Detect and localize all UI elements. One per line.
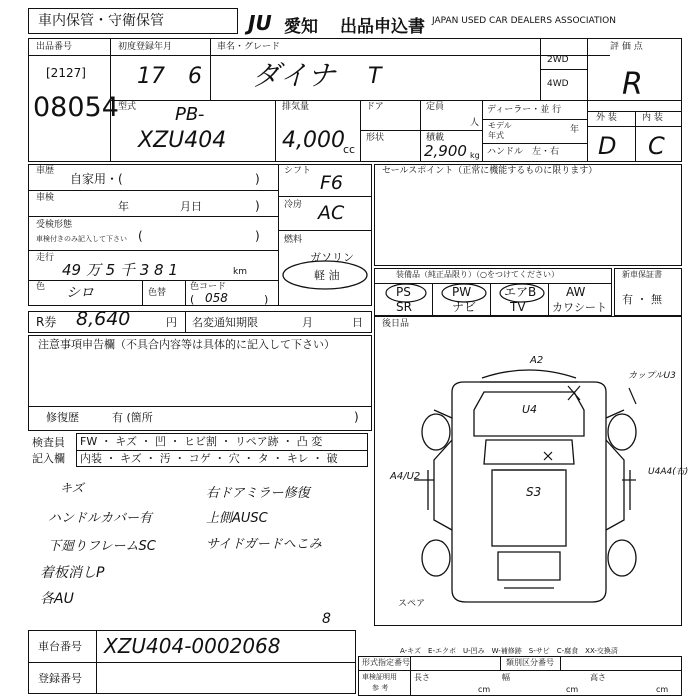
handwritten-right-1: 右ドアミラー修復 <box>206 486 310 501</box>
shift-label: シフト <box>284 166 312 176</box>
model-prefix: PB- <box>175 104 205 125</box>
width-label: 幅 <box>502 673 510 682</box>
inspection-year: 年 <box>118 200 129 213</box>
dims-label-1: 車検証明用 <box>362 673 397 681</box>
load-value: 2,900 <box>424 142 467 160</box>
association-name: JAPAN USED CAR DEALERS ASSOCIATION <box>432 16 616 26</box>
cert-label-1: 形式指定番号 <box>362 658 410 667</box>
fuel-gasoline: ガソリン <box>310 251 354 264</box>
handwritten-left-5: 各AU <box>40 591 74 607</box>
mileage-label: 走行 <box>36 253 55 263</box>
chassis-label: 車台番号 <box>38 640 82 653</box>
after-items-label: 後日品 <box>382 319 410 329</box>
car-grade: T <box>368 64 382 89</box>
first-reg-month: 6 <box>188 64 202 89</box>
repair-label: 修復歴 <box>46 411 79 424</box>
inspection-label: 車検 <box>36 193 55 203</box>
listing-number-label: 出品番号 <box>36 42 73 52</box>
fuel-label: 燃料 <box>284 235 303 245</box>
shift-value: F6 <box>320 172 344 194</box>
history-value: 自家用・( <box>70 172 123 186</box>
exterior-grade: D <box>598 132 617 160</box>
repair-close: ) <box>354 410 359 424</box>
equipment-label: 装備品（純正品限り）（○をつけてください） <box>396 270 559 279</box>
warranty-label: 新車保証書 <box>622 270 662 279</box>
equipment-sr: SR <box>396 300 412 314</box>
color-code-close: ) <box>264 293 269 306</box>
length-label: 長さ <box>414 673 430 682</box>
drive-4wd: 4WD <box>547 79 569 89</box>
year-unit: 年 <box>570 125 580 135</box>
equipment-pw: PW <box>452 285 472 299</box>
handwritten-right-2: 上側AUSC <box>206 511 268 526</box>
checker-label1: 検査員 <box>32 436 65 449</box>
model-label: 型式 <box>118 102 137 112</box>
dims-label-2: 参 考 <box>372 684 389 692</box>
notes-label: 注意事項申告欄（不具合内容等は具体的に記入して下さい） <box>38 338 335 351</box>
handle-label: ハンドル 左・右 <box>487 147 560 157</box>
deadline-day: 日 <box>352 316 363 329</box>
handwritten-right-3: サイドガードへこみ <box>206 537 322 552</box>
displacement-unit: cc <box>343 143 356 156</box>
checker-row1: FW ・ キズ ・ 凹 ・ ヒビ割 ・ リペア跡 ・ 凸 変 <box>80 435 323 448</box>
diagram-mark-u4: U4 <box>522 403 538 416</box>
width-unit: cm <box>566 685 579 694</box>
displacement-value: 4,000 <box>282 128 345 153</box>
recycle-unit: 円 <box>166 316 177 329</box>
checker-row2: 内装 ・ キズ ・ 汚 ・ コゲ ・ 穴 ・ タ ・ キレ ・ 破 <box>80 452 338 465</box>
form-title: 出品申込書 <box>340 17 425 37</box>
shape-label: 形状 <box>366 133 385 143</box>
exterior-label: 外 装 <box>596 113 617 123</box>
diagram-mark-a4u2: A4/U2 <box>390 471 421 482</box>
receipt-open: ( <box>138 229 143 243</box>
history-label: 車歴 <box>36 166 55 176</box>
person-unit: 人 <box>470 118 480 128</box>
receipt-close: ) <box>255 229 260 243</box>
color-code-label: 色コード <box>190 282 227 292</box>
load-unit: kg <box>470 151 480 160</box>
displacement-label: 排気量 <box>282 102 310 112</box>
inspection-month: 月日 <box>180 200 202 213</box>
spare-label: スペア <box>398 599 426 609</box>
car-name: ダイナ <box>252 59 336 92</box>
first-reg-label: 初度登録年月 <box>118 42 173 52</box>
color-code-open: ( <box>190 293 195 306</box>
receipt-sub: 車検付きのみ記入して下さい <box>36 235 127 243</box>
chassis-extra: 8 <box>322 611 331 627</box>
receipt-label: 受検形態 <box>36 220 73 230</box>
listing-number: 08054 <box>33 92 119 123</box>
color-value: シロ <box>66 285 94 301</box>
checker-label2: 記入欄 <box>32 452 65 465</box>
diagram-mark-a2: A2 <box>530 355 544 366</box>
name-grade-label: 車名・グレード <box>217 42 281 52</box>
capacity-label: 定員 <box>426 102 445 112</box>
rating-label: 評 価 点 <box>610 42 643 52</box>
interior-label: 内 装 <box>642 113 663 123</box>
handwritten-left-2: ハンドルカバー有 <box>48 511 153 526</box>
rating-value: R <box>622 67 643 102</box>
cert-label-2: 類別区分番号 <box>506 658 554 667</box>
warranty-value: 有 ・ 無 <box>622 293 662 306</box>
repair-value: 有 (箇所 <box>112 411 153 424</box>
equipment-marks <box>374 280 614 304</box>
color-change-label: 色替 <box>148 288 167 298</box>
interior-grade: C <box>648 132 665 160</box>
load-label: 積載 <box>426 133 445 143</box>
listing-sub-number: [2127] <box>46 66 86 80</box>
equipment-airbag: エアB <box>504 285 537 299</box>
diagram-mark-coupler-u3: カップルU3 <box>628 371 676 381</box>
model-year-label2: 年式 <box>488 131 504 140</box>
deadline-label: 名変通知期限 <box>192 316 258 329</box>
handwritten-left-4: 着板消しP <box>40 565 105 581</box>
inspection-close: ) <box>255 199 260 213</box>
ac-value: AC <box>318 202 345 224</box>
equipment-seat: カワシート <box>552 301 607 314</box>
equipment-tv: TV <box>510 300 526 314</box>
diagram-mark-u4a4: U4A4(右) <box>648 467 689 477</box>
registration-label: 登録番号 <box>38 672 82 685</box>
height-unit: cm <box>656 685 669 694</box>
mileage-value: 49 万 5 千 3 8 1 <box>62 261 178 279</box>
handwritten-left-3: 下廻りフレームSC <box>48 539 156 554</box>
logo-text: 愛知 <box>284 17 318 37</box>
diagram-legend: A-キズ E-エクボ U-凹み W-補修跡 S-サビ C-腐食 XX-交換済 <box>400 647 618 655</box>
dealer-label: ディーラー・並 行 <box>487 105 562 115</box>
length-unit: cm <box>478 685 491 694</box>
recycle-label: R券 <box>36 315 57 329</box>
history-close: ) <box>255 172 260 186</box>
ju-logo: JU <box>248 11 272 35</box>
equipment-ps: PS <box>396 285 411 299</box>
model-code: XZU404 <box>138 128 227 153</box>
drive-2wd: 2WD <box>547 55 569 65</box>
sales-point-box <box>374 164 682 266</box>
mileage-unit: km <box>233 267 247 277</box>
deadline-month: 月 <box>302 316 313 329</box>
recycle-value: 8,640 <box>76 308 131 330</box>
storage-note: 車内保管・守衛保管 <box>38 13 164 29</box>
equipment-navi: ナビ <box>452 300 477 314</box>
sales-point-label: セールスポイント（正常に機能するものに限ります） <box>382 166 598 176</box>
ac-label: 冷房 <box>284 200 303 210</box>
handwritten-left-1: キズ <box>60 481 84 495</box>
color-label: 色 <box>36 282 46 292</box>
model-year-label1: モデル <box>488 121 512 130</box>
doors-label: ドア <box>366 102 384 112</box>
chassis-value: XZU404-0002068 <box>104 634 281 658</box>
fuel-circle <box>280 258 370 292</box>
equipment-aw: AW <box>566 285 586 299</box>
height-label: 高さ <box>590 673 606 682</box>
color-code: 058 <box>205 291 228 305</box>
first-reg-year: 17 <box>137 64 165 89</box>
diagram-mark-s3: S3 <box>526 485 542 499</box>
fuel-diesel: 軽 油 <box>314 269 340 282</box>
